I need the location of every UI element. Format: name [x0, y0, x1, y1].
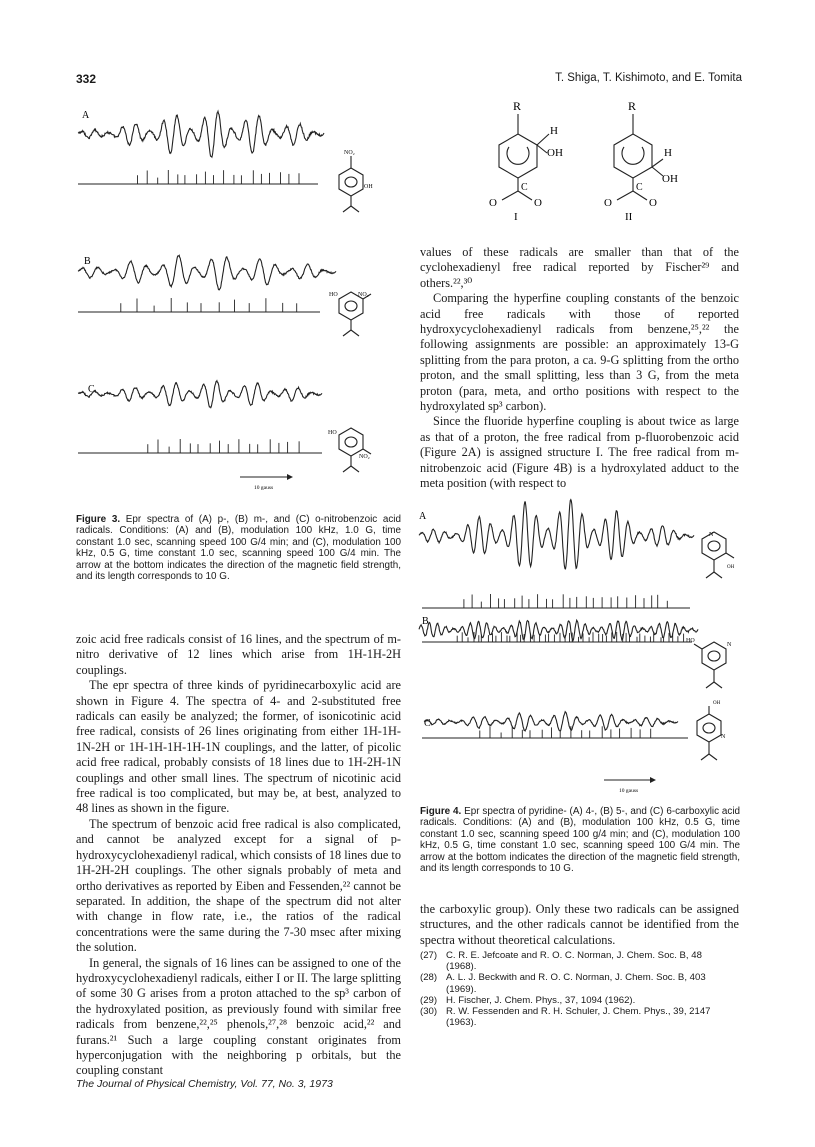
figure-3-graphic: [74, 92, 400, 502]
left-para-3: The spectrum of benzoic acid free radical is also complicated, and cannot be analyzed except for a signal of p-hydroxycyclohexadienyl radical, which consists of 18 lines due to 1H-2H-2H couplings. The other signals probably of meta and ortho derivatives as reported by Eiben and Fessenden,²² cannot be separated. In addition, the shape of the spectrum did not alter with change in flow rate, i.e., the ratios of the radical concentrations were the same during the 7-30 msec after mixing the solution.: [76, 816, 401, 955]
fig3-ho-c: HO: [328, 430, 337, 436]
fig4-panel-a-label: A: [419, 511, 427, 522]
figure-3-caption-text: Epr spectra of (A) p-, (B) m-, and (C) o-nitrobenzoic acid radicals. Conditions: (A) and (B), modulation 100 kHz, 1.0 G, time constant 1.0 sec, scanning speed 100 G/4 min; and (C), modulation 100 kHz, 0.5 G, time constant 1.0 sec, scanning speed 100 G/4 min. The arrow at the bottom indicates the direction of the magnetic field strength, and its length corresponds to 10 G.: [76, 514, 401, 583]
fig4-spectrum-a: [419, 500, 694, 569]
reference-item: [420, 972, 740, 994]
reference-number: (29): [420, 994, 438, 1006]
struct-ii-label: II: [625, 211, 633, 223]
left-column-text: [76, 632, 401, 1079]
right-para-3: Since the fluoride hyperfine coupling is about twice as large as that of a proton, the free radical from p-fluorobenzoic acid (Figure 2A) is assigned structure I. The free radical from m-nitrobenzoic acid (Figure 4B) is a hydroxylated adduct to the meta position (with respect to: [420, 414, 739, 491]
right-column-text-top: [420, 245, 739, 492]
struct-i-h: H: [550, 125, 558, 137]
fig3-panel-b-label: B: [84, 256, 91, 267]
fig4-oh-a: OH: [727, 565, 735, 570]
fig3-stick-diagram-c: [148, 439, 299, 453]
reference-text: A. L. J. Beckwith and R. O. C. Norman, J. Chem. Soc. B, 403: [446, 972, 706, 984]
reference-item: [420, 950, 740, 972]
fig3-panel-a-label: A: [82, 110, 90, 121]
reference-continuation: (1963).: [446, 1017, 477, 1029]
fig3-no2-a: NO₂: [344, 150, 355, 156]
reference-item: [420, 995, 740, 1006]
fig4-n-c: N: [721, 734, 726, 740]
fig3-ho-b: HO: [329, 292, 338, 298]
fig4-spectrum-b: [419, 620, 698, 640]
structures-i-ii: [463, 98, 713, 224]
fig3-no2-b: NO₂: [358, 292, 369, 298]
reference-text: R. W. Fessenden and R. H. Schuler, J. Chem. Phys., 39, 2147: [446, 1006, 711, 1018]
right-para-4: the carboxylic group). Only these two radicals can be assigned structures, and the other radicals cannot be identified from the spectra without theoretical calculations.: [420, 902, 739, 947]
right-para-1: values of these radicals are smaller than that of the cyclohexadienyl free radical reported by Fischer²⁹ and others.²²,³⁰: [420, 245, 739, 290]
struct-i-o-right: O: [534, 197, 542, 209]
fig4-oh-c: OH: [713, 701, 721, 706]
reference-continuation: (1969).: [446, 983, 477, 995]
fig3-arrow-head: [287, 474, 293, 480]
figure-4-caption-label: Figure 4.: [420, 806, 462, 817]
reference-number: (28): [420, 972, 438, 984]
fig3-scale-label: 10 gauss: [254, 485, 274, 491]
fig4-panel-c-label: C: [424, 718, 431, 729]
running-head: T. Shiga, T. Kishimoto, and E. Tomita: [555, 72, 742, 84]
struct-ii-oh: OH: [662, 173, 678, 185]
struct-ii-c: C: [636, 182, 643, 193]
fig3-structure-c: [339, 428, 371, 472]
fig4-structure-c: [697, 706, 721, 760]
struct-ii-o-left: O: [604, 197, 612, 209]
fig4-n-a: N: [709, 532, 714, 538]
fig4-panel-b-label: B: [422, 616, 429, 627]
reference-continuation: (1968).: [446, 961, 477, 973]
left-para-4: In general, the signals of 16 lines can be assigned to one of the hydroxycyclohexadienyl radicals, either I or II. The large splitting of some 30 G arises from a proton attached to the sp³ carbon of the hydroxylated position, as previously found with similar free radicals from benzene,²²,²⁵ phenols,²⁷,²⁸ benzoic acid,²² and furans.²¹ Such a large coupling constant originates from hyperconjugation with the neighboring p orbitals, but the coupling constant: [76, 955, 401, 1078]
fig4-structure-a: [702, 532, 734, 578]
fig3-structure-a: [339, 156, 363, 212]
journal-footer: The Journal of Physical Chemistry, Vol. 77, No. 3, 1973: [76, 1078, 333, 1090]
fig4-spectrum-c: [424, 712, 678, 731]
page-number: 332: [76, 72, 97, 86]
reference-number: (27): [420, 950, 438, 961]
fig4-ho-b: HO: [686, 638, 695, 644]
struct-i-label: I: [514, 211, 518, 223]
fig4-stick-diagram-c: [480, 726, 651, 738]
reference-number: (30): [420, 1006, 438, 1018]
struct-i-c: C: [521, 182, 528, 193]
figure-4-caption-text: Epr spectra of pyridine- (A) 4-, (B) 5-, and (C) 6-carboxylic acid radicals. Conditions: (A) and (B), modulation 100 kHz, 0.5 G, time constant 1.0 sec, scanning speed 100 g/4 min; and (C), modulation 100 kHz, 0.5 G, time constant 1.0 sec, scanning speed 100 G/4 min. The arrow at the bottom indicates the direction of the magnetic field strength, and its length corresponds to 10 G.: [420, 806, 741, 875]
fig4-arrow-head: [650, 777, 656, 783]
struct-ii-h: H: [664, 147, 672, 159]
fig4-structure-b: [694, 642, 726, 688]
fig3-spectrum-b: [78, 255, 336, 289]
fig3-oh-a: OH: [364, 184, 373, 190]
left-para-1: zoic acid free radicals consist of 16 lines, and the spectrum of m-nitro derivative of 12 lines which arise from 1H-1H-2H couplings.: [76, 632, 401, 677]
right-column-text-bottom: [420, 902, 739, 948]
struct-i-oh: OH: [547, 147, 563, 159]
fig3-structure-b: [339, 292, 371, 336]
figure-3-caption-label: Figure 3.: [76, 514, 121, 525]
figure-4-caption: [420, 806, 740, 874]
fig3-stick-diagram-b: [121, 298, 297, 312]
reference-text: C. R. E. Jefcoate and R. O. C. Norman, J. Chem. Soc. B, 48: [446, 950, 702, 961]
reference-text: H. Fischer, J. Chem. Phys., 37, 1094 (1962).: [446, 994, 636, 1006]
struct-i-o-left: O: [489, 197, 497, 209]
struct-i-r: R: [513, 99, 522, 113]
struct-ii-o-right: O: [649, 197, 657, 209]
fig3-panel-c-label: C: [88, 384, 95, 395]
references: [420, 950, 740, 1028]
fig3-spectrum-c: [78, 381, 322, 408]
reference-item: [420, 1006, 740, 1028]
left-para-2: The epr spectra of three kinds of pyridinecarboxylic acid are shown in Figure 4. The spectra of 4- and 2-substituted free radicals can easily be analyzed; the former, of isonicotinic acid free radical, consists of 26 lines originating from either 1H-1H-1N-2H or 1H-1H-1H-1H-1N couplings, and the latter, of picolic acid free radical, probably consists of 18 lines due to 1H-2H-1N couplings and other small lines. The spectrum of nicotinic acid free radical is too complicated, but may be, at best, analyzed to 48 lines as shown in the figure.: [76, 678, 401, 816]
fig4-n-b: N: [727, 642, 732, 648]
struct-ii-r: R: [628, 99, 637, 113]
right-para-2: Comparing the hyperfine coupling constants of the benzoic acid free radicals with those of reported hydroxycyclohexadienyl radicals from benzene,²⁵,²² the following assignments are possible: an approximately 13-G splitting from the para proton, a ca. 9-G splitting from the ortho proton, and the small splitting, less than 3 G, from the meta proton (para, meta, and ortho positions with respect to the hydroxylated sp³ carbon).: [420, 291, 739, 414]
fig3-no2-c: NO₂: [359, 454, 370, 460]
fig3-spectrum-a: [78, 111, 324, 157]
figure-3-caption: [76, 514, 401, 582]
fig3-stick-diagram-a: [138, 170, 300, 184]
fig4-scale-label: 10 gauss: [619, 788, 639, 794]
fig4-stick-diagram-a: [464, 594, 667, 608]
figure-4-graphic: [416, 484, 746, 796]
